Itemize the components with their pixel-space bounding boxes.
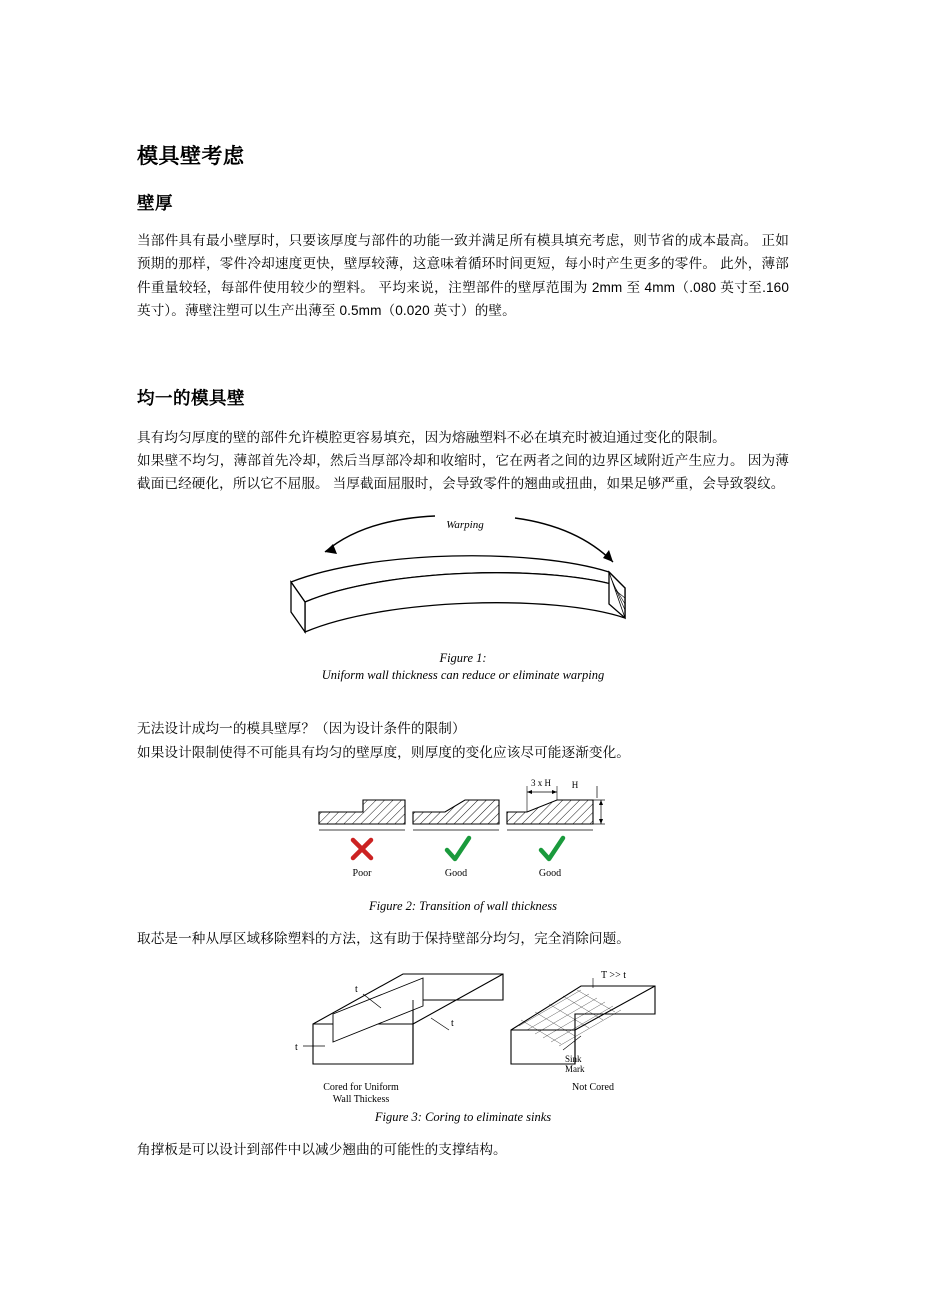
paragraph-coring: 取芯是一种从厚区域移除塑料的方法，这有助于保持壁部分均匀，完全消除问题。 (137, 931, 630, 946)
wall-transition-drawing (313, 778, 613, 898)
figure-2-item-good-1 (413, 800, 499, 879)
svg-text:Good: Good (444, 868, 468, 880)
svg-text:Sink: Sink (565, 1054, 582, 1065)
paragraph-uniform-fill: 具有均匀厚度的壁的部件允许模腔更容易填充，因为熔融塑料不必在填充时被迫通过变化的限制。 (137, 429, 726, 445)
warping-drawing (253, 510, 673, 650)
coring-drawing (263, 964, 663, 1109)
svg-text:t: t (355, 984, 358, 996)
figure-2-caption: Figure 2: Transition of wall thickness (368, 899, 558, 914)
paragraph-gusset: 角撑板是可以设计到部件中以减少翘曲的可能性的支撑结构。 (137, 1142, 507, 1158)
figure-1 (137, 510, 789, 684)
figure-2-item-poor (319, 800, 405, 879)
svg-text:3 x H: 3 x H (531, 778, 551, 789)
svg-text:Poor: Poor (352, 868, 372, 880)
section-heading-uniform-wall: 均一的模具壁 (137, 387, 245, 408)
figure-3 (137, 964, 789, 1126)
paragraph-wall-thickness-intro: 当部件具有最小壁厚时，只要该厚度与部件的功能一致并满足所有模具填充考虑，则节省的成本最高。 正如预期的那样，零件冷却速度更快，壁厚较薄，这意味着循环时间更短，每小时产生更多的零件。 此外，薄部件重量较轻，每部件使用较少的塑料。 平均来说，注塑部件的壁厚范围为 2mm 至 4mm（.080 英寸至.160 英寸）。薄壁注塑可以生产出薄至 0.5mm（0.020 英寸）的壁。 (137, 233, 789, 319)
svg-text:Warping: Warping (446, 518, 484, 531)
svg-text:Wall Thickess: Wall Thickess (332, 1094, 390, 1106)
figure-3-caption: Figure 3: Coring to eliminate sinks (374, 1110, 552, 1125)
figure-1-caption (137, 650, 789, 684)
section-heading-wall-thickness: 壁厚 (137, 193, 173, 213)
figure-1-caption-line2: Uniform wall thickness can reduce or eliminate warping (321, 667, 605, 682)
figure-3-cored-part (295, 974, 503, 1105)
page-title: 模具壁考虑 (137, 145, 245, 168)
figure-2-item-good-2 (507, 778, 605, 879)
svg-text:Cored for Uniform: Cored for Uniform (323, 1082, 399, 1094)
paragraph-gradual-transition: 如果设计限制使得不可能具有均匀的壁厚度，则厚度的变化应该尽可能逐渐变化。 (137, 744, 630, 760)
paragraph-question-nonuniform: 无法设计成均一的模具壁厚？（因为设计条件的限制） (137, 721, 466, 737)
svg-text:H: H (571, 780, 579, 791)
svg-text:Mark: Mark (565, 1064, 585, 1075)
svg-text:Not Cored: Not Cored (572, 1082, 614, 1094)
svg-text:Good: Good (538, 868, 562, 880)
figure-3-not-cored-part (511, 970, 655, 1093)
svg-text:t: t (451, 1018, 454, 1030)
svg-text:t: t (295, 1042, 298, 1054)
figure-2 (137, 778, 789, 915)
svg-text:T >> t: T >> t (601, 970, 626, 982)
figure-1-caption-line1: Figure 1: (439, 650, 487, 665)
paragraph-nonuniform-stress: 如果壁不均匀，薄部首先冷却，然后当厚部冷却和收缩时，它在两者之间的边界区域附近产生应力。 因为薄截面已经硬化，所以它不屈服。 当厚截面屈服时，会导致零件的翘曲或扭曲，如果足够严重，会导致裂纹。 (137, 452, 789, 492)
